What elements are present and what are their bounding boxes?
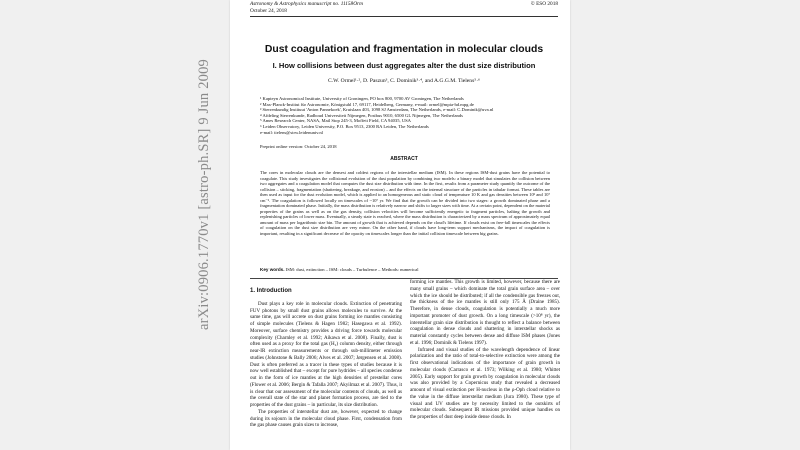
paper-subtitle: I. How collisions between dust aggregates alter the dust size distribution <box>272 61 536 70</box>
affiliations <box>260 96 550 135</box>
abstract-heading: ABSTRACT <box>390 156 418 162</box>
affiliation: ¹ Kapteyn Astronomical Institute, University of Groningen, PO box 800, 9700 AV Groningen, The Netherlands <box>260 96 464 101</box>
keywords-label: Key words. <box>260 267 285 272</box>
affiliation: ⁶ Leiden Observatory, Leiden University, P.O. Box 9513, 2300 RA Leiden, The Netherlands <box>260 123 429 129</box>
affiliation: e-mail: tielens@strw.leidenuniv.nl <box>260 129 323 135</box>
copyright: © ESO 2018 <box>530 1 558 7</box>
author-list: C.W. Ormel¹·², D. Paszun³, C. Dominik³·⁴, and A.G.G.M. Tielens⁵·⁶ <box>327 78 481 84</box>
header-rule <box>250 16 558 17</box>
paragraph: forming ice mantles. This growth is limited, however, because there are many small grains – which dominate the total grain surface area – over which the ice should be distributed; if all the condensible gas freezes out, the thickness of the ice mantles is still only 175 Å (Draine 1985). Therefore, in dense clouds, coagulation is potentially a much more important promoter of dust growth. On a long timescale (>10⁸ yr), the interstellar grain size distribution is thought to reflect a balance between coagulation in dense clouds and shattering in interstellar shocks as material constantly cycles between dense and diffuse ISM phases (Jones et al. 1996; Dominik & Tielens 1997). <box>410 279 560 346</box>
keywords <box>260 267 550 272</box>
running-header <box>250 1 558 15</box>
abstract-text: The cores in molecular clouds are the densest and coldest regions of the interstellar medium (ISM). In these regions ISM-dust grains have the potential to coagulate. This study investigates the collisional evolution of the dust population by combining two models: a binary model that simulates the collision between two aggregates and a coagulation model that computes the dust size distribution with time. In the first, results from a parameter study quantify the outcome of the collision – sticking, fragmentation (shattering, breakage, and erosion) – and the effects on the internal structure of the particles in tabular format. These tables are then used as input for the dust evolution model, which is applied to an homogeneous and static cloud of temperature 10 K and gas densities between 10³ and 10⁷ cm⁻³. The coagulation is followed locally on timescales of ~10⁷ yr. We find that the growth can be divided into two stages: a growth dominated phase and a fragmentation dominated phase. Initially, the mass distribution is relatively narrow and shifts to larger sizes with time. At a certain point, dependent on the material properties of the grains as well as on the gas density, collision velocities will become sufficiently energetic to fragment particles, halting the growth and replenishing particles of lower mass. Eventually, a steady state is reached, where the mass distribution is characterized by a mass spectrum of approximately equal amount of mass per logarithmic size bin. The amount of growth that is achieved depends on the cloud's lifetime. If clouds exist on free-fall timescales the effects of coagulation on the dust size distribution are very minor. On the other hand, if clouds have long-term support mechanisms, the impact of coagulation is important, resulting in a significant decrease of the opacity on timescales longer than the initial collision timescale between big grains. <box>260 170 550 237</box>
header-date: October 24, 2018 <box>250 8 287 14</box>
affiliation: ³ Sterrenkundig Instituut 'Anton Pannekoek', Kruislaan 403, 1098 SJ Amsterdam, The Netherlands, e-mail: C.Dominik@uva.nl <box>260 107 494 113</box>
preprint-note: Preprint online version: October 24, 2018 <box>260 144 337 149</box>
journal-line: Astronomy & Astrophysics manuscript no. 11158Orm <box>250 1 363 7</box>
affiliation: ⁵ Ames Research Center, NASA, Mail Stop 245-3, Moffett Field, CA 94035, USA <box>260 118 412 124</box>
paper-page <box>230 0 570 450</box>
right-column <box>410 279 560 421</box>
affiliation: ² Max-Planck-Institut für Astronomie, Königstuhl 17, 69117, Heidelberg, Germany, e-mail: ormel@mpia-hd.mpg.de <box>260 101 474 107</box>
left-column <box>250 288 402 429</box>
paper-title: Dust coagulation and fragmentation in molecular clouds <box>264 44 544 55</box>
paragraph: Infrared and visual studies of the wavelength dependence of linear polarization and the ratio of total-to-selective extinction were among the first observational indications of the importance of grain growth in molecular clouds (Carrasco et al. 1973; Wilking et al. 1980; Whittet 2005). Early support for grain growth by coagulation in molecular clouds was also provided by a Copernicus study that revealed a decreased amount of visual extinction per H-nucleus in the ρ-Oph cloud relative to the value in the diffuse interstellar medium (Jura 1980). These type of visual and UV studies are by necessity limited to the outskirts of molecular clouds. Subsequent IR missions provided unique handles on the properties of dust deep inside dense clouds. In <box>410 346 560 420</box>
paragraph: The properties of interstellar dust are, however, expected to change during its sojourn in the molecular cloud phase. First, condensation from the gas phase causes grain sizes to increase, <box>250 408 402 429</box>
paragraph: Dust plays a key role in molecular clouds. Extinction of penetrating FUV photons by small dust grains allows molecules to survive. At the same time, gas will accrete on dust grains forming ice mantles consisting of simple molecules (Tielens & Hagen 1982; Hasegawa et al. 1992). Moreover, surface chemistry provides a driving force towards molecular complexity (Charnley et al. 1992; Aikawa et al. 2008). Finally, dust is often used as a proxy for the total gas (H₂) column density, either through near-IR extinction measurements or through sub-millimeter emission studies (Johnstone & Bally 2006; Alves et al. 2007; Jørgensen et al. 2008). Dust is often preferred as a tracer in these types of studies because it is now well established that – except for pure hydrides – all species condense out in the form of ice mantles at the high densities of prestellar cores (Flower et al. 2006; Bergin & Tafalla 2007; Akyilmaz et al. 2007). Thus, it is clear that our assessment of the molecular contents of clouds, as well as the overall state of the star and planet formation process, are tied to the properties of the dust grains – in particular, its size distribution. <box>250 300 402 408</box>
section-heading: 1. Introduction <box>250 288 292 294</box>
affiliation: ⁴ Afdeling Sterrenkunde, Radboud Universiteit Nijmegen, Postbus 9010, 6500 GL Nijmegen, The Netherlands <box>260 112 463 118</box>
keywords-text: ISM: dust, extinction – ISM: clouds – Turbulence – Methods: numerical <box>285 267 419 272</box>
arxiv-stamp: arXiv:0906.1770v1 [astro-ph.SR] 9 Jun 2009 <box>196 59 212 330</box>
